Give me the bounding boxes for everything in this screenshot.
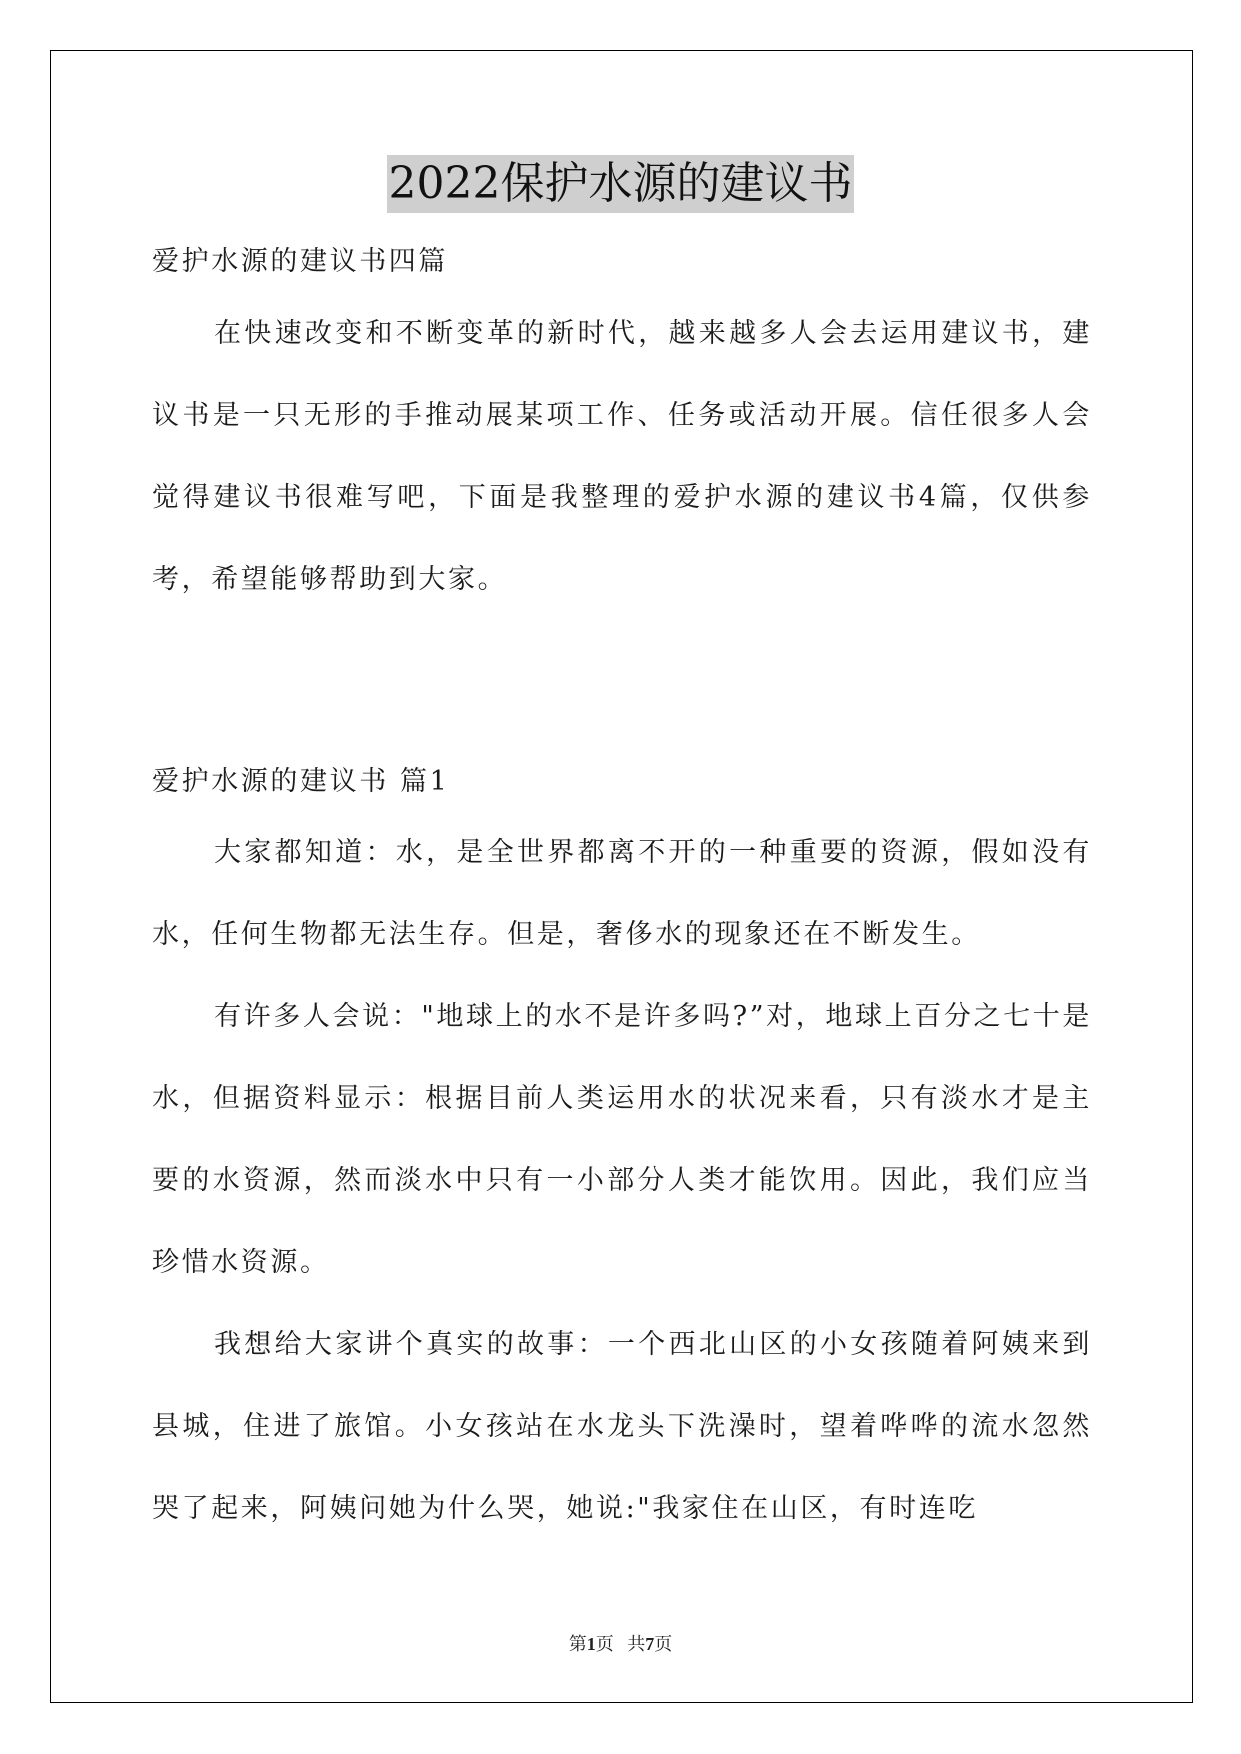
section-heading: 爱护水源的建议书 篇1 xyxy=(152,766,450,797)
document-title-wrapper xyxy=(0,155,1241,213)
document-subtitle: 爱护水源的建议书四篇 xyxy=(152,246,448,277)
total-page-count: 7 xyxy=(645,1634,655,1654)
body-paragraph: 我想给大家讲个真实的故事：一个西北山区的小女孩随着阿姨来到县城，住进了旅馆。小女孩站在水龙头下洗澡时，望着哗哗的流水忽然哭了起来，阿姨问她为什么哭，她说:"我家住在山区，有时连吃 xyxy=(152,1329,1092,1524)
body-paragraph: 大家都知道：水，是全世界都离不开的一种重要的资源，假如没有水，任何生物都无法生存。但是，奢侈水的现象还在不断发生。 xyxy=(152,837,1092,950)
body-paragraph: 有许多人会说："地球上的水不是许多吗?”对，地球上百分之七十是水，但据资料显示：根据目前人类运用水的状况来看，只有淡水才是主要的水资源，然而淡水中只有一小部分人类才能饮用。因此，我们应当珍惜水资源。 xyxy=(152,1001,1092,1278)
page-footer xyxy=(0,1630,1241,1656)
current-page-number: 1 xyxy=(586,1634,596,1654)
document-title: 2022保护水源的建议书 xyxy=(387,155,855,213)
footer-prefix: 第 xyxy=(568,1634,587,1654)
intro-paragraph: 在快速改变和不断变革的新时代，越来越多人会去运用建议书，建议书是一只无形的手推动展某项工作、任务或活动开展。信任很多人会觉得建议书很难写吧，下面是我整理的爱护水源的建议书4篇，仅供参考，希望能够帮助到大家。 xyxy=(152,318,1092,595)
footer-total-prefix: 共 xyxy=(627,1634,646,1654)
footer-page-suffix: 页 xyxy=(595,1634,614,1654)
footer-total-suffix: 页 xyxy=(654,1634,673,1654)
